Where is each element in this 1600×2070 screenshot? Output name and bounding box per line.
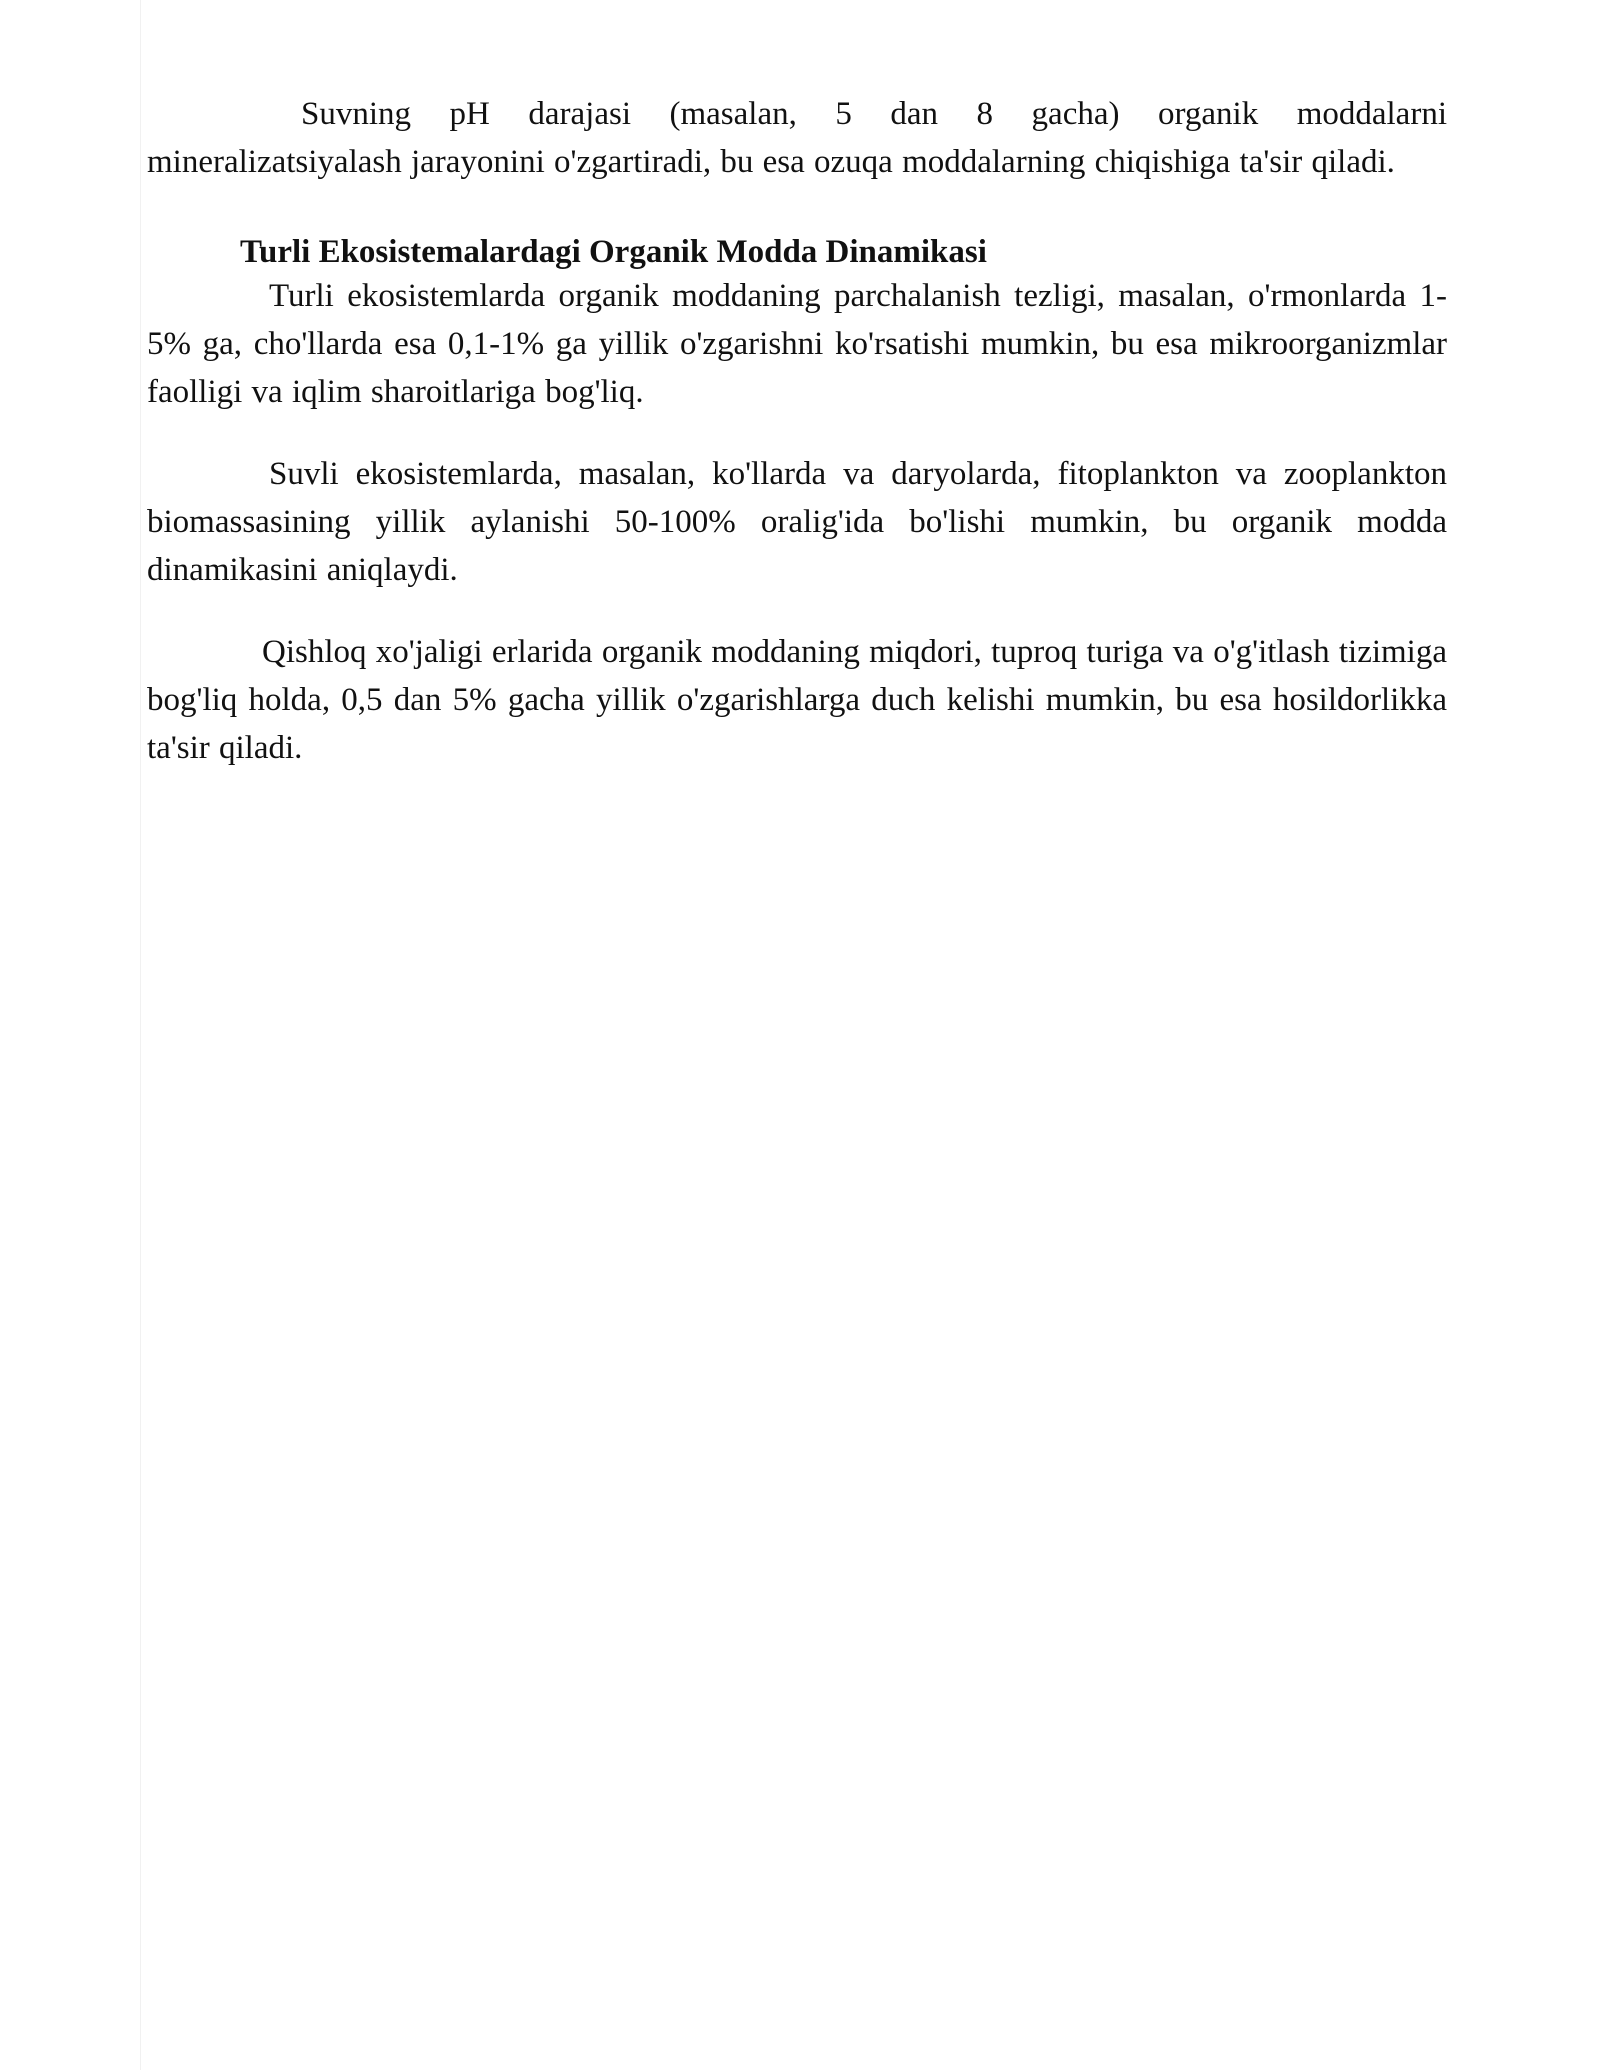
paragraph-ph-level: Suvning pH darajasi (masalan, 5 dan 8 gacha) organik moddalarni mineralizatsiyalash jarayonini o'zgartiradi, bu esa ozuqa moddalarning chiqishiga ta'sir qiladi. [147, 96, 1447, 180]
document-body [147, 90, 1447, 772]
paragraph-agricultural-lands: Qishloq xo'jaligi erlarida organik moddaning miqdori, tuproq turiga va o'g'itlash tizimiga bog'liq holda, 0,5 dan 5% gacha yillik o'zgarishlarga duch kelishi mumkin, bu esa hosildorlikka ta'sir qiladi. [147, 634, 1447, 766]
paragraph-aquatic-ecosystems: Suvli ekosistemlarda, masalan, ko'llarda va daryolarda, fitoplankton va zooplankton biomassasining yillik aylanishi 50-100% oralig'ida bo'lishi mumkin, bu organik modda dinamikasini aniqlaydi. [147, 456, 1447, 588]
page-margin-line [140, 0, 141, 2070]
paragraph-decomposition-rate: Turli ekosistemlarda organik moddaning parchalanish tezligi, masalan, o'rmonlarda 1-5% ga, cho'llarda esa 0,1-1% ga yillik o'zgarishni ko'rsatishi mumkin, bu esa mikroorganizmlar faolligi va iqlim sharoitlariga bog'liq. [147, 278, 1447, 410]
section-heading: Turli Ekosistemalardagi Organik Modda Dinamikasi [240, 234, 987, 270]
